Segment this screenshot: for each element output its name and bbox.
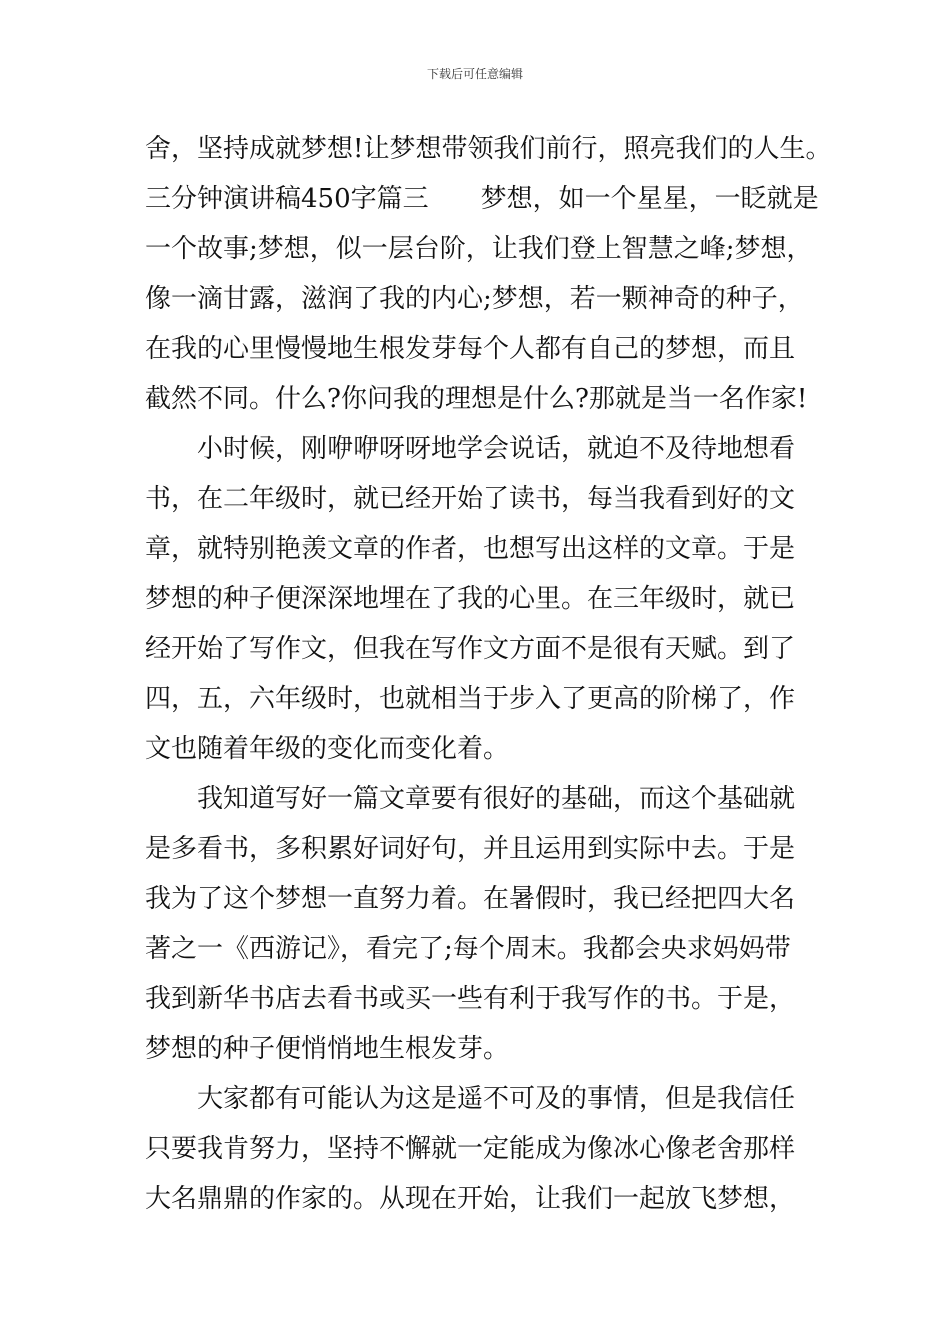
text-line: 梦想的种子便深深地埋在了我的心里。在三年级时，就已: [145, 584, 796, 614]
text-line: 大名鼎鼎的作家的。从现在开始，让我们一起放飞梦想，: [145, 1184, 796, 1214]
text-line: 四，五，六年级时，也就相当于步入了更高的阶梯了，作: [145, 684, 796, 714]
document-body: [145, 124, 845, 1224]
text-line: 著之一《西游记》，看完了;每个周末。我都会央求妈妈带: [145, 934, 791, 964]
text-line: 截然不同。什么?你问我的理想是什么?那就是当一名作家!: [145, 384, 808, 414]
text-line: 经开始了写作文，但我在写作文方面不是很有天赋。到了: [145, 634, 796, 664]
text-line: 在我的心里慢慢地生根发芽每个人都有自己的梦想，而且: [145, 334, 796, 364]
text-line: 梦想的种子便悄悄地生根发芽。: [145, 1034, 510, 1064]
text-line: 只要我肯努力，坚持不懈就一定能成为像冰心像老舍那样: [145, 1134, 796, 1164]
text-line: 书，在二年级时，就已经开始了读书，每当我看到好的文: [145, 484, 796, 514]
text-line: 文也随着年级的变化而变化着。: [145, 734, 510, 764]
text-line: 三分钟演讲稿450字篇三 梦想，如一个星星，一眨就是: [145, 184, 819, 214]
text-line: 像一滴甘露，滋润了我的内心;梦想，若一颗神奇的种子，: [145, 284, 804, 314]
text-line: 我知道写好一篇文章要有很好的基础，而这个基础就: [145, 784, 796, 814]
text-line: 章，就特别艳羡文章的作者，也想写出这样的文章。于是: [145, 534, 796, 564]
text-line: 一个故事;梦想，似一层台阶，让我们登上智慧之峰;梦想，: [145, 234, 813, 264]
text-line: 我为了这个梦想一直努力着。在暑假时，我已经把四大名: [145, 884, 796, 914]
text-line: 是多看书，多积累好词好句，并且运用到实际中去。于是: [145, 834, 796, 864]
text-line: 舍，坚持成就梦想!让梦想带领我们前行，照亮我们的人生。: [145, 134, 832, 164]
page-header: 下载后可任意编辑: [426, 67, 523, 81]
text-line: 大家都有可能认为这是遥不可及的事情，但是我信任: [145, 1084, 796, 1114]
text-line: 小时候，刚咿咿呀呀地学会说话，就迫不及待地想看: [145, 434, 796, 464]
text-line: 我到新华书店去看书或买一些有利于我写作的书。于是，: [145, 984, 796, 1014]
